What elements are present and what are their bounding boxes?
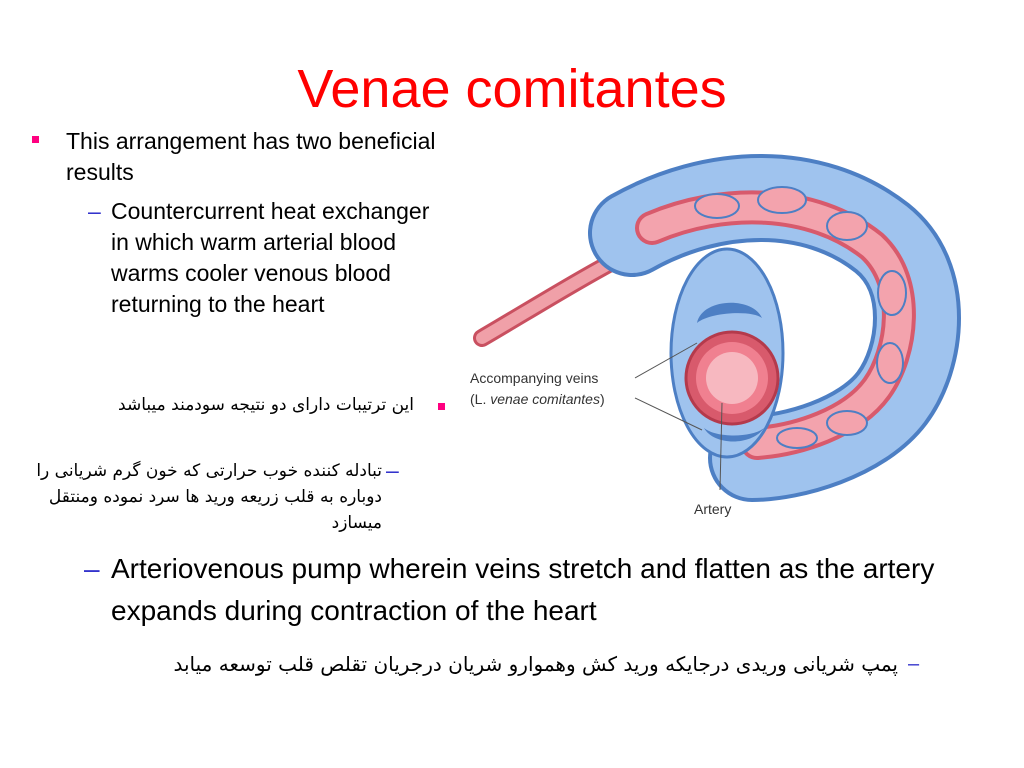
bullet-square-icon xyxy=(438,403,445,410)
sub-bullet-countercurrent: Countercurrent heat exchanger in which warm arterial blood warms cooler venous blood returning to the heart xyxy=(111,198,430,317)
sub-bullet-arteriovenous-pump: Arteriovenous pump wherein veins stretch and flatten as the artery expands during contraction of the heart xyxy=(111,553,935,626)
dash-marker: – xyxy=(908,653,920,675)
persian-sub-bullet-pump: پمپ شریانی وریدی درجایکه ورید کش وهموارو شریان درجریان تقلص قلب توسعه میابد xyxy=(173,652,898,676)
label-accompanying-veins: Accompanying veins xyxy=(470,370,599,386)
bullet-arrangement: This arrangement has two beneficial results xyxy=(66,128,436,185)
slide-title: Venae comitantes xyxy=(297,59,727,119)
persian-sub-bullet-countercurrent: تبادله کننده خوب حرارتی که خون گرم شریانی را دوباره به قلب زریعه ورید ها سرد نموده ومنتقل میسازد xyxy=(36,461,382,533)
persian-bullet: این ترتیبات دارای دو نتیجه سودمند میباشد xyxy=(118,395,414,415)
veins-label xyxy=(470,343,702,430)
label-venae-comitantes: (L. venae comitantes) xyxy=(470,391,605,407)
dash-marker: – xyxy=(386,457,399,483)
bullet-square-icon xyxy=(32,136,39,143)
cross-section xyxy=(671,249,783,457)
venae-comitantes-illustration xyxy=(452,128,1024,533)
dash-marker: – xyxy=(84,553,100,584)
label-artery: Artery xyxy=(694,501,732,517)
dash-marker: – xyxy=(88,198,101,224)
